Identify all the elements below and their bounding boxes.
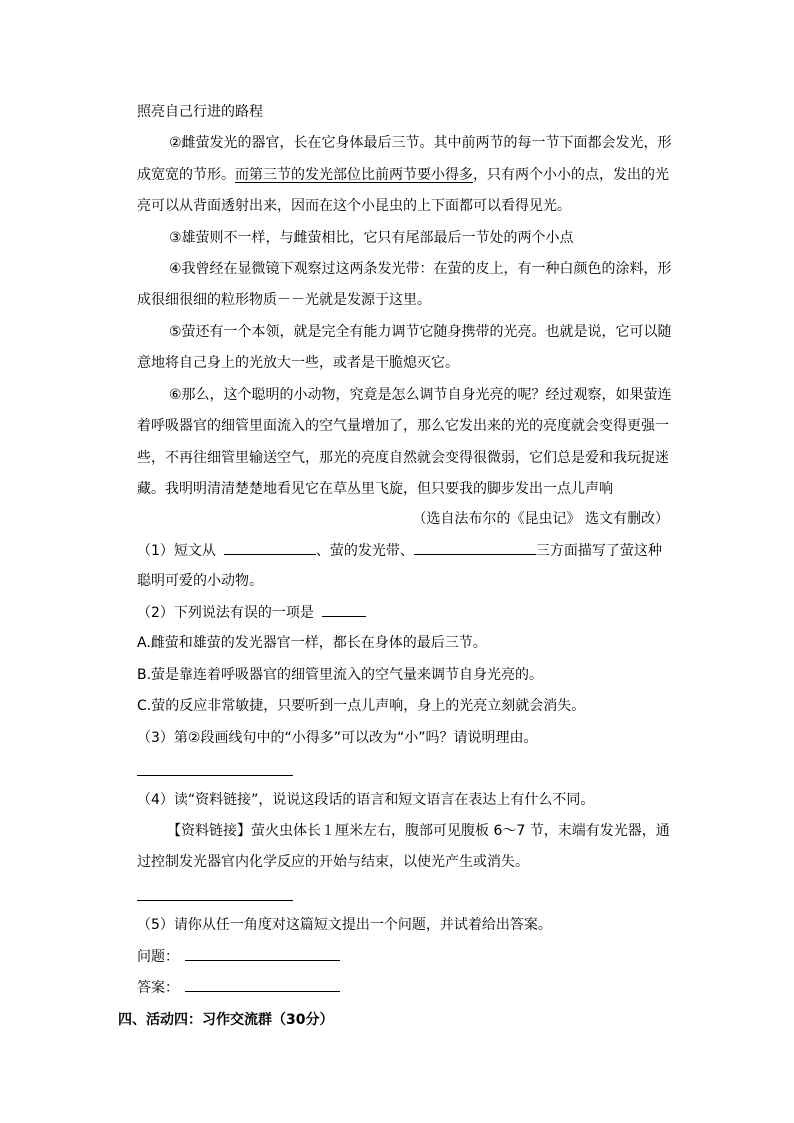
option-c: C.萤的反应非常敏捷，只要听到一点儿声响，身上的光亮立刻就会消失。 [137,698,586,714]
paragraph-3: ③雄萤则不一样，与雌萤相比，它只有尾部最后一节处的两个小点 [169,230,574,246]
question-2-text: （2）下列说法有误的一项是 [137,605,314,621]
paragraph-2-line: 亮可以从背面透射出来，因而在这个小昆虫的上下面都可以看得见光。 [137,198,571,214]
paragraph-4-line: 成很细很细的粒形物质－－光就是发源于这里。 [137,292,431,308]
text: 成宽宽的节形。 [137,167,235,183]
paragraph-5-line: 意地将自己身上的光放大一些，或者是干脆熄灭它。 [137,355,459,371]
question-2 [137,602,366,622]
paragraph-6-line: 些，不再往细管里输送空气，那光的亮度自然就会变得很微弱，它们总是爱和我玩捉迷 [137,450,669,466]
paragraph-1-tail: 照亮自己行进的路程 [137,104,263,120]
question-1-text: 三方面描写了萤这种 [535,543,662,559]
question-field [137,946,340,966]
answer-label: 答案： [137,980,179,996]
option-b: B.萤是靠连着呼吸器官的细管里流入的空气量来调节自身光亮的。 [137,667,544,683]
paragraph-6-line: ⑥那么，这个聪明的小动物，究竟是怎么调节自身光亮的呢？经过观察，如果萤连 [169,387,672,403]
option-a: A.雌萤和雄萤的发光器官一样，都长在身体的最后三节。 [137,635,487,651]
question-1 [137,540,662,560]
paragraph-2-line [137,165,669,185]
question-3: （3）第②段画线句中的“小得多”可以改为“小”吗？请说明理由。 [137,730,538,746]
source-note: （选自法布尔的《昆虫记》 选文有删改） [412,511,669,527]
question-1-text: （1）短文从 [137,543,216,559]
answer-line[interactable] [137,900,293,901]
answer-blank[interactable] [224,540,316,555]
answer-field [137,977,340,997]
text: ，只有两个小小的点，发出的光 [473,167,669,183]
paragraph-4-line: ④我曾经在显微镜下观察过这两条发光带：在萤的皮上，有一种白颜色的涂料，形 [169,261,672,277]
paragraph-5-line: ⑤萤还有一个本领，就是完全有能力调节它随身携带的光亮。也就是说，它可以随 [169,324,672,340]
question-label: 问题： [137,949,179,965]
question-4: （4）读“资料链接”，说说这段话的语言和短文语言在表达上有什么不同。 [137,792,595,808]
question-5: （5）请你从任一角度对这篇短文提出一个问题，并试着给出答案。 [137,917,552,933]
question-1-text: 、萤的发光带、 [315,543,414,559]
question-blank[interactable] [185,946,340,961]
answer-blank[interactable] [185,977,340,992]
paragraph-6-line: 藏。我明明清清楚楚地看见它在草丛里飞旋，但只要我的脚步发出一点儿声响 [137,481,613,497]
paragraph-6-line: 着呼吸器官的细管里面流入的空气量增加了，那么它发出来的光的亮度就会变得更强一 [137,418,669,434]
underlined-sentence: 而第三节的发光部位比前两节要小得多 [235,167,473,183]
section-heading: 四、活动四：习作交流群（30分） [118,1012,334,1028]
resource-link-line: 过控制发光器官内化学反应的开始与结束，以使光产生或消失。 [137,854,529,870]
paragraph-2-line: ②雌萤发光的器官，长在它身体最后三节。其中前两节的每一节下面都会发光，形 [169,135,672,151]
answer-line[interactable] [137,775,293,776]
answer-blank[interactable] [322,602,366,617]
question-1-line-2: 聪明可爱的小动物。 [137,573,263,589]
resource-link-line: 【资料链接】萤火虫体长１厘米左右，腹部可见腹板 6～7 节，末端有发光器，通 [167,823,670,839]
answer-blank[interactable] [414,540,536,555]
